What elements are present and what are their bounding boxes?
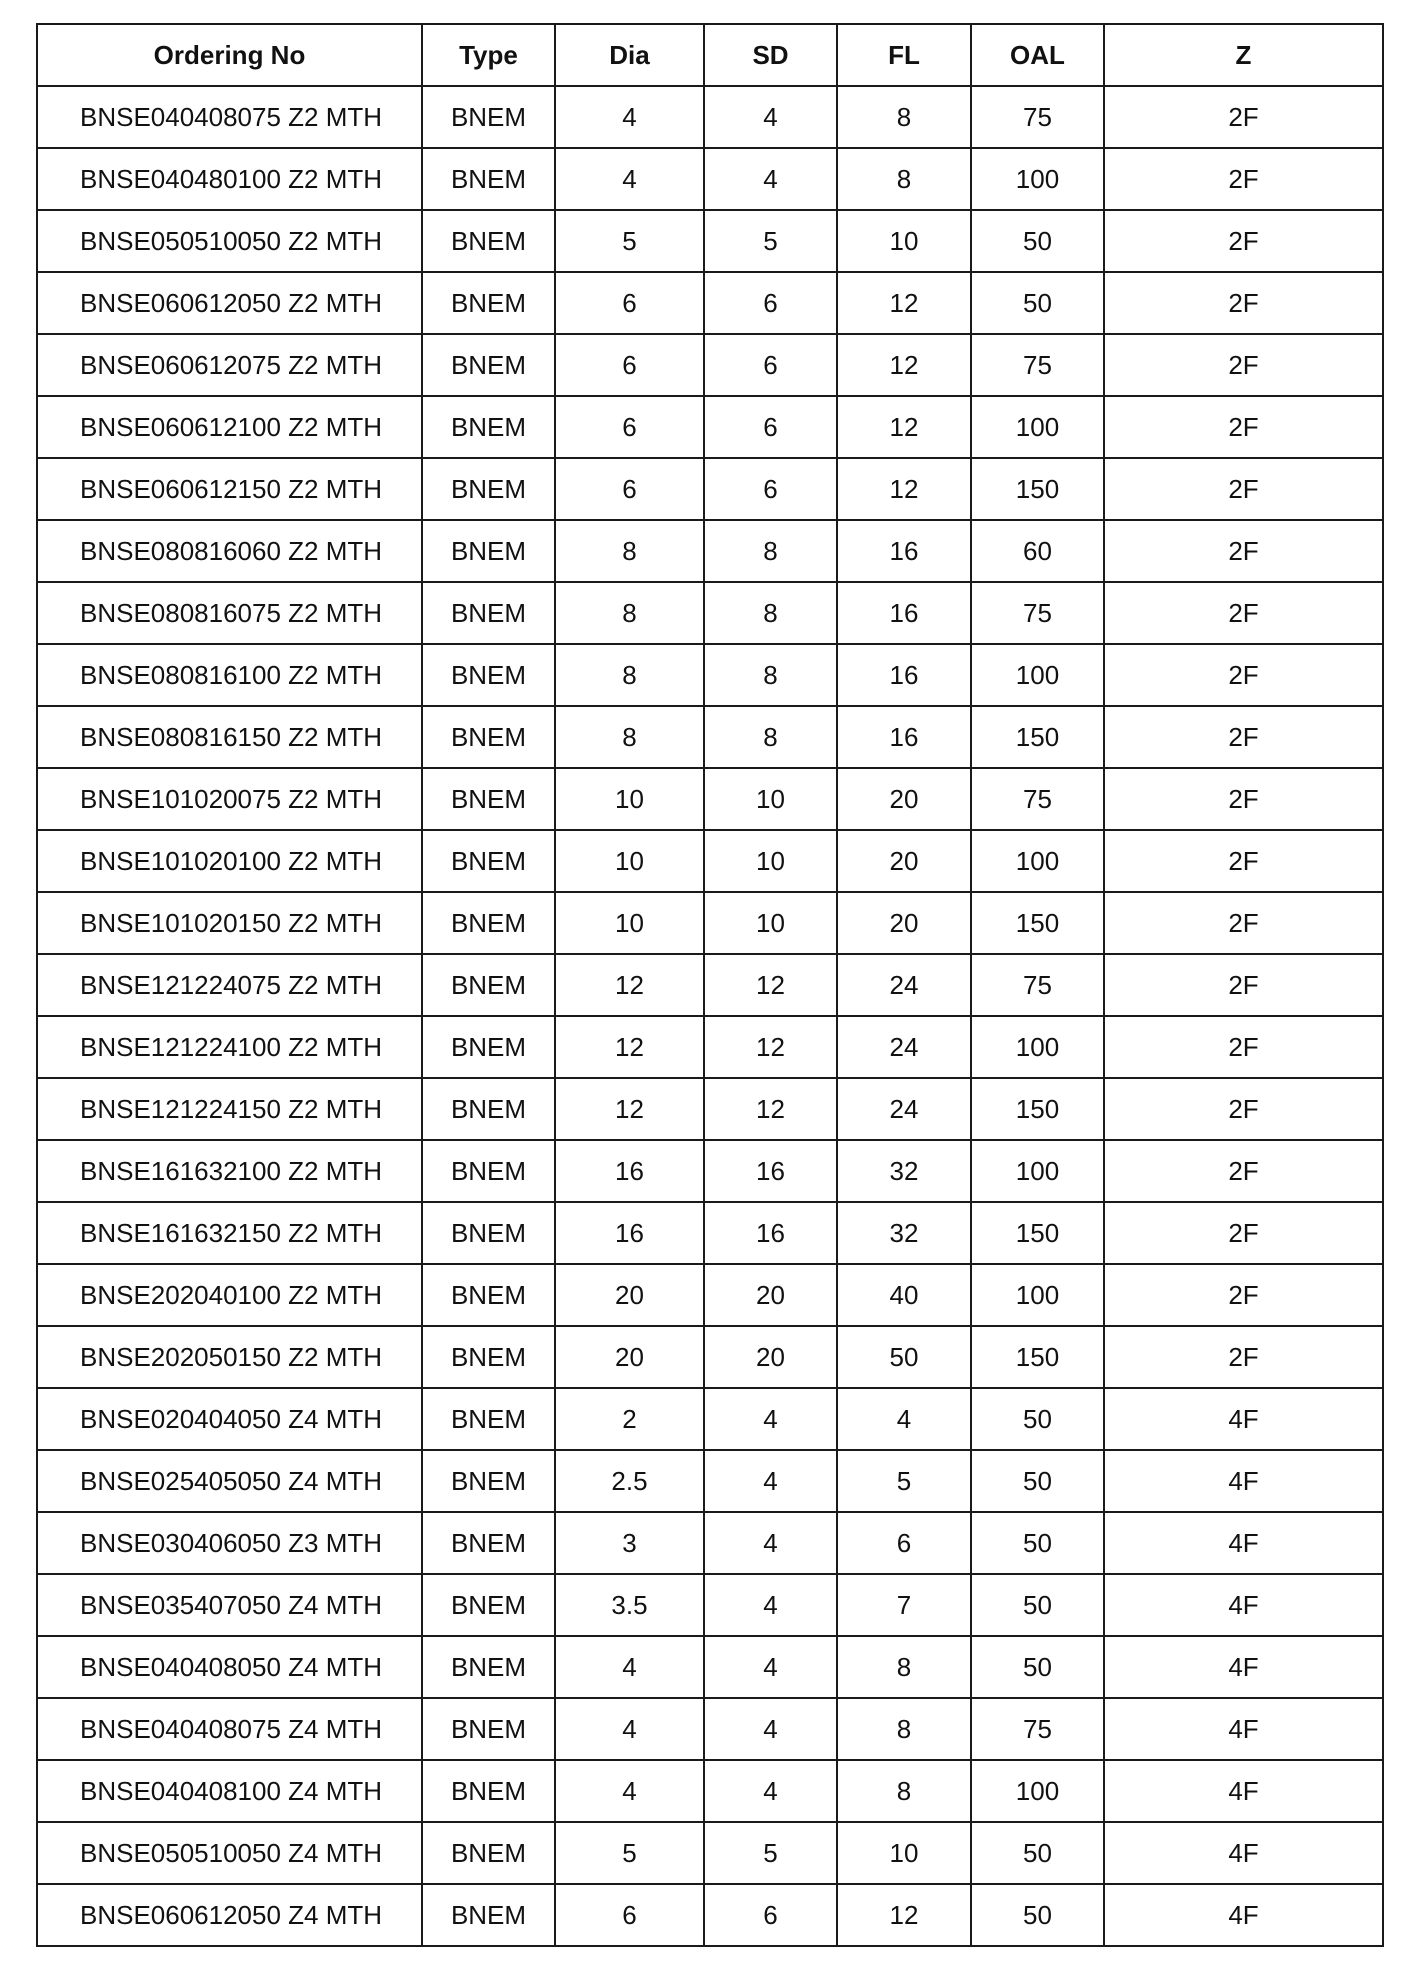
ordering-no-cell: BNSE025405050 Z4 MTH	[37, 1450, 422, 1512]
dia-cell: 5	[555, 210, 704, 272]
fl-cell: 20	[837, 892, 971, 954]
dia-cell: 12	[555, 1078, 704, 1140]
dia-cell: 10	[555, 892, 704, 954]
z-cell: 2F	[1104, 148, 1383, 210]
dia-cell: 4	[555, 1698, 704, 1760]
ordering-no-cell: BNSE121224100 Z2 MTH	[37, 1016, 422, 1078]
fl-cell: 5	[837, 1450, 971, 1512]
sd-cell: 8	[704, 520, 837, 582]
oal-cell: 75	[971, 582, 1104, 644]
ordering-no-cell: BNSE060612075 Z2 MTH	[37, 334, 422, 396]
fl-cell: 7	[837, 1574, 971, 1636]
ordering-no-cell: BNSE035407050 Z4 MTH	[37, 1574, 422, 1636]
fl-cell: 8	[837, 1698, 971, 1760]
dia-cell: 12	[555, 1016, 704, 1078]
fl-cell: 16	[837, 582, 971, 644]
type-cell: BNEM	[422, 706, 555, 768]
fl-cell: 24	[837, 954, 971, 1016]
sd-cell: 6	[704, 458, 837, 520]
fl-cell: 32	[837, 1140, 971, 1202]
z-cell: 4F	[1104, 1822, 1383, 1884]
fl-cell: 12	[837, 1884, 971, 1946]
fl-cell: 4	[837, 1388, 971, 1450]
z-cell: 2F	[1104, 954, 1383, 1016]
table-row	[37, 1016, 1383, 1078]
table-body	[37, 86, 1383, 1946]
table-row	[37, 458, 1383, 520]
sd-cell: 4	[704, 1636, 837, 1698]
fl-cell: 12	[837, 272, 971, 334]
ordering-no-cell: BNSE080816060 Z2 MTH	[37, 520, 422, 582]
table-row	[37, 148, 1383, 210]
table-row	[37, 1760, 1383, 1822]
fl-cell: 32	[837, 1202, 971, 1264]
table-row	[37, 1884, 1383, 1946]
oal-cell: 100	[971, 396, 1104, 458]
ordering-no-cell: BNSE121224150 Z2 MTH	[37, 1078, 422, 1140]
oal-cell: 150	[971, 1326, 1104, 1388]
table-row	[37, 210, 1383, 272]
sd-cell: 6	[704, 1884, 837, 1946]
type-cell: BNEM	[422, 1636, 555, 1698]
z-cell: 4F	[1104, 1450, 1383, 1512]
fl-cell: 8	[837, 1636, 971, 1698]
fl-cell: 12	[837, 334, 971, 396]
table-row	[37, 272, 1383, 334]
dia-cell: 4	[555, 148, 704, 210]
table-row	[37, 1450, 1383, 1512]
oal-cell: 50	[971, 1884, 1104, 1946]
type-cell: BNEM	[422, 272, 555, 334]
ordering-table	[36, 23, 1384, 1947]
type-cell: BNEM	[422, 768, 555, 830]
sd-cell: 10	[704, 892, 837, 954]
z-cell: 4F	[1104, 1698, 1383, 1760]
table-row	[37, 396, 1383, 458]
dia-cell: 8	[555, 644, 704, 706]
column-header-type: Type	[422, 24, 555, 86]
fl-cell: 24	[837, 1078, 971, 1140]
fl-cell: 8	[837, 86, 971, 148]
oal-cell: 150	[971, 1078, 1104, 1140]
dia-cell: 6	[555, 396, 704, 458]
column-header-oal: OAL	[971, 24, 1104, 86]
dia-cell: 4	[555, 86, 704, 148]
fl-cell: 12	[837, 458, 971, 520]
dia-cell: 5	[555, 1822, 704, 1884]
oal-cell: 60	[971, 520, 1104, 582]
oal-cell: 50	[971, 1636, 1104, 1698]
table-row	[37, 334, 1383, 396]
z-cell: 4F	[1104, 1512, 1383, 1574]
sd-cell: 20	[704, 1326, 837, 1388]
table-row	[37, 768, 1383, 830]
oal-cell: 100	[971, 148, 1104, 210]
type-cell: BNEM	[422, 1698, 555, 1760]
table-row	[37, 1636, 1383, 1698]
sd-cell: 8	[704, 644, 837, 706]
ordering-no-cell: BNSE060612150 Z2 MTH	[37, 458, 422, 520]
ordering-no-cell: BNSE121224075 Z2 MTH	[37, 954, 422, 1016]
ordering-no-cell: BNSE101020150 Z2 MTH	[37, 892, 422, 954]
type-cell: BNEM	[422, 644, 555, 706]
column-header-ordering-no: Ordering No	[37, 24, 422, 86]
z-cell: 4F	[1104, 1388, 1383, 1450]
ordering-no-cell: BNSE202050150 Z2 MTH	[37, 1326, 422, 1388]
z-cell: 2F	[1104, 1264, 1383, 1326]
z-cell: 2F	[1104, 396, 1383, 458]
type-cell: BNEM	[422, 1760, 555, 1822]
oal-cell: 150	[971, 706, 1104, 768]
type-cell: BNEM	[422, 892, 555, 954]
oal-cell: 75	[971, 1698, 1104, 1760]
sd-cell: 4	[704, 148, 837, 210]
sd-cell: 4	[704, 1698, 837, 1760]
sd-cell: 10	[704, 830, 837, 892]
oal-cell: 50	[971, 210, 1104, 272]
dia-cell: 2.5	[555, 1450, 704, 1512]
z-cell: 2F	[1104, 1016, 1383, 1078]
oal-cell: 100	[971, 1264, 1104, 1326]
z-cell: 2F	[1104, 86, 1383, 148]
z-cell: 2F	[1104, 706, 1383, 768]
fl-cell: 20	[837, 830, 971, 892]
dia-cell: 12	[555, 954, 704, 1016]
table-row	[37, 830, 1383, 892]
type-cell: BNEM	[422, 1388, 555, 1450]
dia-cell: 8	[555, 582, 704, 644]
table-row	[37, 1078, 1383, 1140]
z-cell: 2F	[1104, 644, 1383, 706]
type-cell: BNEM	[422, 1884, 555, 1946]
type-cell: BNEM	[422, 582, 555, 644]
ordering-no-cell: BNSE040480100 Z2 MTH	[37, 148, 422, 210]
oal-cell: 100	[971, 1016, 1104, 1078]
type-cell: BNEM	[422, 148, 555, 210]
dia-cell: 10	[555, 830, 704, 892]
column-header-z: Z	[1104, 24, 1383, 86]
sd-cell: 4	[704, 1450, 837, 1512]
z-cell: 2F	[1104, 458, 1383, 520]
fl-cell: 16	[837, 520, 971, 582]
table-row	[37, 1264, 1383, 1326]
sd-cell: 4	[704, 1574, 837, 1636]
sd-cell: 12	[704, 1016, 837, 1078]
table-row	[37, 1388, 1383, 1450]
table-row	[37, 1512, 1383, 1574]
table-row	[37, 1574, 1383, 1636]
fl-cell: 16	[837, 706, 971, 768]
type-cell: BNEM	[422, 1264, 555, 1326]
sd-cell: 8	[704, 706, 837, 768]
dia-cell: 8	[555, 706, 704, 768]
oal-cell: 75	[971, 334, 1104, 396]
z-cell: 2F	[1104, 1326, 1383, 1388]
type-cell: BNEM	[422, 1574, 555, 1636]
type-cell: BNEM	[422, 1450, 555, 1512]
z-cell: 2F	[1104, 272, 1383, 334]
oal-cell: 50	[971, 1574, 1104, 1636]
sd-cell: 12	[704, 954, 837, 1016]
dia-cell: 3	[555, 1512, 704, 1574]
table-row	[37, 892, 1383, 954]
z-cell: 2F	[1104, 830, 1383, 892]
sd-cell: 8	[704, 582, 837, 644]
sd-cell: 12	[704, 1078, 837, 1140]
sd-cell: 5	[704, 210, 837, 272]
z-cell: 2F	[1104, 334, 1383, 396]
column-header-fl: FL	[837, 24, 971, 86]
dia-cell: 6	[555, 1884, 704, 1946]
type-cell: BNEM	[422, 1078, 555, 1140]
dia-cell: 10	[555, 768, 704, 830]
dia-cell: 2	[555, 1388, 704, 1450]
z-cell: 2F	[1104, 582, 1383, 644]
z-cell: 4F	[1104, 1884, 1383, 1946]
type-cell: BNEM	[422, 1822, 555, 1884]
spec-sheet	[36, 23, 1382, 1947]
ordering-no-cell: BNSE020404050 Z4 MTH	[37, 1388, 422, 1450]
z-cell: 2F	[1104, 892, 1383, 954]
z-cell: 2F	[1104, 768, 1383, 830]
dia-cell: 4	[555, 1760, 704, 1822]
table-row	[37, 1326, 1383, 1388]
type-cell: BNEM	[422, 1202, 555, 1264]
oal-cell: 50	[971, 272, 1104, 334]
type-cell: BNEM	[422, 830, 555, 892]
table-row	[37, 1202, 1383, 1264]
ordering-no-cell: BNSE030406050 Z3 MTH	[37, 1512, 422, 1574]
type-cell: BNEM	[422, 210, 555, 272]
ordering-no-cell: BNSE040408100 Z4 MTH	[37, 1760, 422, 1822]
table-header-row	[37, 24, 1383, 86]
type-cell: BNEM	[422, 1140, 555, 1202]
z-cell: 4F	[1104, 1760, 1383, 1822]
table-row	[37, 1140, 1383, 1202]
ordering-no-cell: BNSE040408075 Z4 MTH	[37, 1698, 422, 1760]
dia-cell: 8	[555, 520, 704, 582]
sd-cell: 20	[704, 1264, 837, 1326]
z-cell: 2F	[1104, 1078, 1383, 1140]
type-cell: BNEM	[422, 1512, 555, 1574]
dia-cell: 20	[555, 1264, 704, 1326]
ordering-no-cell: BNSE161632150 Z2 MTH	[37, 1202, 422, 1264]
ordering-no-cell: BNSE080816100 Z2 MTH	[37, 644, 422, 706]
sd-cell: 16	[704, 1140, 837, 1202]
table-row	[37, 1698, 1383, 1760]
sd-cell: 6	[704, 334, 837, 396]
sd-cell: 4	[704, 1388, 837, 1450]
table-row	[37, 520, 1383, 582]
type-cell: BNEM	[422, 86, 555, 148]
dia-cell: 6	[555, 272, 704, 334]
table-row	[37, 1822, 1383, 1884]
oal-cell: 75	[971, 768, 1104, 830]
oal-cell: 50	[971, 1512, 1104, 1574]
sd-cell: 6	[704, 396, 837, 458]
ordering-no-cell: BNSE040408050 Z4 MTH	[37, 1636, 422, 1698]
oal-cell: 150	[971, 1202, 1104, 1264]
table-row	[37, 582, 1383, 644]
oal-cell: 100	[971, 644, 1104, 706]
dia-cell: 20	[555, 1326, 704, 1388]
type-cell: BNEM	[422, 1326, 555, 1388]
ordering-no-cell: BNSE161632100 Z2 MTH	[37, 1140, 422, 1202]
sd-cell: 16	[704, 1202, 837, 1264]
sd-cell: 4	[704, 1512, 837, 1574]
fl-cell: 16	[837, 644, 971, 706]
ordering-no-cell: BNSE101020100 Z2 MTH	[37, 830, 422, 892]
z-cell: 2F	[1104, 210, 1383, 272]
oal-cell: 50	[971, 1822, 1104, 1884]
dia-cell: 6	[555, 334, 704, 396]
ordering-no-cell: BNSE060612050 Z4 MTH	[37, 1884, 422, 1946]
fl-cell: 10	[837, 210, 971, 272]
ordering-no-cell: BNSE050510050 Z4 MTH	[37, 1822, 422, 1884]
sd-cell: 5	[704, 1822, 837, 1884]
dia-cell: 6	[555, 458, 704, 520]
dia-cell: 16	[555, 1202, 704, 1264]
table-row	[37, 706, 1383, 768]
ordering-no-cell: BNSE080816075 Z2 MTH	[37, 582, 422, 644]
dia-cell: 16	[555, 1140, 704, 1202]
dia-cell: 4	[555, 1636, 704, 1698]
ordering-no-cell: BNSE080816150 Z2 MTH	[37, 706, 422, 768]
oal-cell: 100	[971, 1760, 1104, 1822]
z-cell: 2F	[1104, 520, 1383, 582]
fl-cell: 40	[837, 1264, 971, 1326]
oal-cell: 50	[971, 1388, 1104, 1450]
fl-cell: 10	[837, 1822, 971, 1884]
dia-cell: 3.5	[555, 1574, 704, 1636]
table-row	[37, 954, 1383, 1016]
ordering-no-cell: BNSE040408075 Z2 MTH	[37, 86, 422, 148]
ordering-no-cell: BNSE101020075 Z2 MTH	[37, 768, 422, 830]
sd-cell: 4	[704, 86, 837, 148]
type-cell: BNEM	[422, 520, 555, 582]
oal-cell: 75	[971, 86, 1104, 148]
fl-cell: 20	[837, 768, 971, 830]
table-row	[37, 644, 1383, 706]
oal-cell: 150	[971, 892, 1104, 954]
column-header-sd: SD	[704, 24, 837, 86]
fl-cell: 8	[837, 1760, 971, 1822]
fl-cell: 6	[837, 1512, 971, 1574]
type-cell: BNEM	[422, 458, 555, 520]
type-cell: BNEM	[422, 396, 555, 458]
ordering-no-cell: BNSE202040100 Z2 MTH	[37, 1264, 422, 1326]
type-cell: BNEM	[422, 334, 555, 396]
ordering-no-cell: BNSE050510050 Z2 MTH	[37, 210, 422, 272]
oal-cell: 100	[971, 1140, 1104, 1202]
fl-cell: 12	[837, 396, 971, 458]
oal-cell: 100	[971, 830, 1104, 892]
type-cell: BNEM	[422, 954, 555, 1016]
sd-cell: 4	[704, 1760, 837, 1822]
column-header-dia: Dia	[555, 24, 704, 86]
fl-cell: 24	[837, 1016, 971, 1078]
sd-cell: 10	[704, 768, 837, 830]
oal-cell: 150	[971, 458, 1104, 520]
ordering-no-cell: BNSE060612100 Z2 MTH	[37, 396, 422, 458]
table-row	[37, 86, 1383, 148]
sd-cell: 6	[704, 272, 837, 334]
z-cell: 4F	[1104, 1574, 1383, 1636]
oal-cell: 75	[971, 954, 1104, 1016]
oal-cell: 50	[971, 1450, 1104, 1512]
fl-cell: 50	[837, 1326, 971, 1388]
type-cell: BNEM	[422, 1016, 555, 1078]
z-cell: 4F	[1104, 1636, 1383, 1698]
z-cell: 2F	[1104, 1140, 1383, 1202]
ordering-no-cell: BNSE060612050 Z2 MTH	[37, 272, 422, 334]
fl-cell: 8	[837, 148, 971, 210]
z-cell: 2F	[1104, 1202, 1383, 1264]
